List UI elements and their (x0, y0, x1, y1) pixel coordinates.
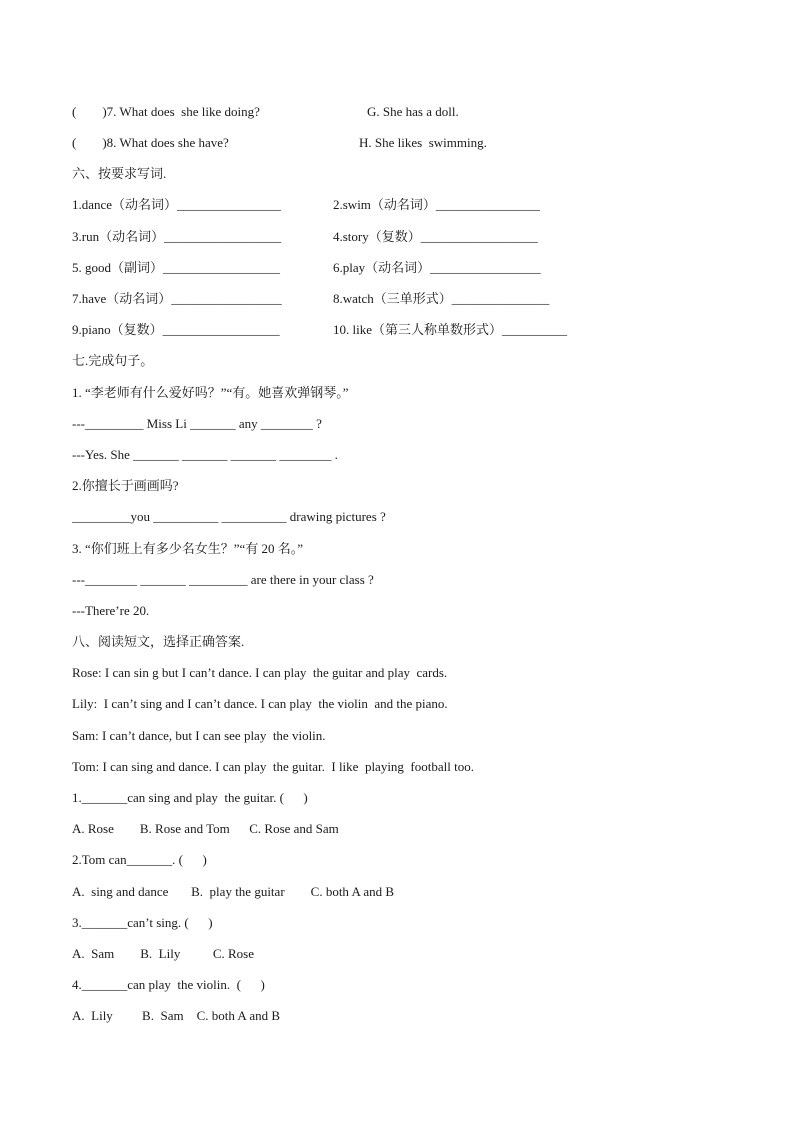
passage-line: Tom: I can sing and dance. I can play the guitar. I like playing football too. (72, 759, 474, 774)
sentence-line: 2.你擅长于画画吗? (72, 478, 179, 493)
word-form-item-6: 6.play（动名词）_________________ (333, 260, 541, 275)
reading-question-3: 3._______can’t sing. ( ) (72, 915, 213, 930)
match-question-7: ( )7. What does she like doing? (72, 104, 260, 119)
word-form-item-7: 7.have（动名词）_________________ (72, 291, 282, 306)
word-form-item-8: 8.watch（三单形式）_______________ (333, 291, 550, 306)
passage-line: Sam: I can’t dance, but I can see play the violin. (72, 728, 326, 743)
word-form-item-2: 2.swim（动名词）________________ (333, 197, 540, 212)
section-6-heading: 六、按要求写词. (72, 166, 167, 181)
reading-question-4: 4._______can play the violin. ( ) (72, 977, 265, 992)
word-form-item-1: 1.dance（动名词）________________ (72, 197, 282, 212)
sentence-line: ---There’re 20. (72, 603, 150, 618)
word-form-item-4: 4.story（复数）__________________ (333, 229, 538, 244)
match-question-8: ( )8. What does she have? (72, 135, 229, 150)
sentence-line: ---Yes. She _______ _______ _______ ________ . (72, 447, 338, 462)
match-answer-g: G. She has a doll. (367, 104, 459, 119)
sentence-line: _________you __________ __________ drawing pictures ? (72, 509, 386, 524)
reading-options-4: A. Lily B. Sam C. both A and B (72, 1008, 281, 1023)
sentence-line: ---________ _______ _________ are there in your class ? (72, 572, 374, 587)
match-answer-h: H. She likes swimming. (359, 135, 487, 150)
word-form-item-9: 9.piano（复数）__________________ (72, 322, 280, 337)
section-7-heading: 七.完成句子。 (72, 353, 154, 368)
word-form-item-10: 10. like（第三人称单数形式）__________ (333, 322, 567, 337)
reading-options-2: A. sing and dance B. play the guitar C. both A and B (72, 884, 395, 899)
sentence-line: 3. “你们班上有多少名女生？”“有 20 名。” (72, 541, 304, 556)
passage-line: Rose: I can sin g but I can’t dance. I can play the guitar and play cards. (72, 665, 448, 680)
reading-options-1: A. Rose B. Rose and Tom C. Rose and Sam (72, 821, 339, 836)
sentence-line: 1. “李老师有什么爱好吗？”“有。她喜欢弹钢琴。” (72, 385, 349, 400)
reading-question-1: 1._______can sing and play the guitar. ( ) (72, 790, 308, 805)
passage-line: Lily: I can’t sing and I can’t dance. I can play the violin and the piano. (72, 696, 448, 711)
reading-question-2: 2.Tom can_______. ( ) (72, 852, 207, 867)
word-form-item-3: 3.run（动名词）__________________ (72, 229, 282, 244)
word-form-item-5: 5. good（副词）__________________ (72, 260, 281, 275)
section-8-heading: 八、阅读短文，选择正确答案. (72, 634, 245, 649)
sentence-line: ---_________ Miss Li _______ any ________ ? (72, 416, 322, 431)
reading-options-3: A. Sam B. Lily C. Rose (72, 946, 255, 961)
